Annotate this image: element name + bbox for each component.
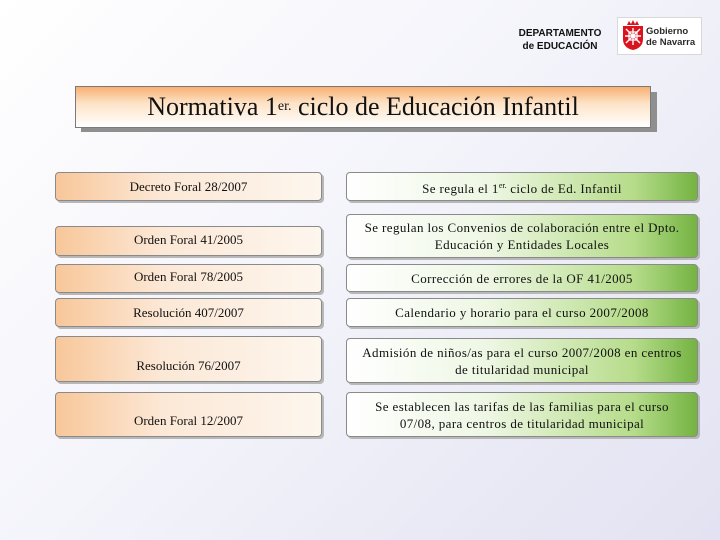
description-1-part-2: ciclo de Ed. Infantil xyxy=(506,180,622,196)
norm-box-4 xyxy=(55,298,322,327)
description-box-3 xyxy=(346,264,698,292)
description-box-5 xyxy=(346,338,698,383)
description-2: Se regulan los Convenios de colaboración entre el Dpto. Educación y Entidades Locales xyxy=(364,220,680,252)
description-box-4 xyxy=(346,298,698,327)
department-line-2: de EDUCACIÓN xyxy=(522,41,598,52)
norm-label-3: Orden Foral 78/2005 xyxy=(133,269,244,284)
page-title xyxy=(75,86,651,128)
description-1-superscript: er. xyxy=(498,180,507,190)
department-line-1: DEPARTAMENTO xyxy=(518,28,602,39)
title-part-1: Normativa 1 xyxy=(147,92,278,121)
norm-label-5: Resolución 76/2007 xyxy=(136,358,241,373)
logo-text xyxy=(646,26,695,48)
description-5: Admisión de niños/as para el curso 2007/2008 en centros de titularidad municipal xyxy=(362,344,682,377)
description-6: Se establecen las tarifas de las familias para el curso 07/08, para centros de titularidad municipal xyxy=(375,398,669,431)
logo-text-line-2: de Navarra xyxy=(646,37,696,48)
title-part-2: ciclo de Educación Infantil xyxy=(291,92,579,121)
description-3: Corrección de errores de la OF 41/2005 xyxy=(411,270,633,286)
norm-box-2 xyxy=(55,226,322,256)
description-4: Calendario y horario para el curso 2007/2008 xyxy=(395,305,649,320)
description-box-2 xyxy=(346,214,698,258)
norm-box-3 xyxy=(55,264,322,293)
norm-box-5 xyxy=(55,336,322,382)
norm-box-6 xyxy=(55,392,322,437)
department-label xyxy=(506,27,614,53)
norm-label-1: Decreto Foral 28/2007 xyxy=(129,178,248,194)
logo-text-line-1: Gobierno xyxy=(646,26,689,37)
title-superscript: er. xyxy=(277,99,292,114)
description-box-1 xyxy=(346,172,698,201)
description-1-part-1: Se regula el 1 xyxy=(422,180,499,196)
norm-box-1 xyxy=(55,172,322,201)
description-1 xyxy=(422,177,622,197)
norm-label-6: Orden Foral 12/2007 xyxy=(133,413,244,428)
navarra-coat-of-arms-icon xyxy=(621,20,645,51)
norm-label-4: Resolución 407/2007 xyxy=(133,304,244,320)
gobierno-de-navarra-logo xyxy=(617,17,702,55)
norm-label-2: Orden Foral 41/2005 xyxy=(133,232,244,247)
description-box-6 xyxy=(346,392,698,437)
